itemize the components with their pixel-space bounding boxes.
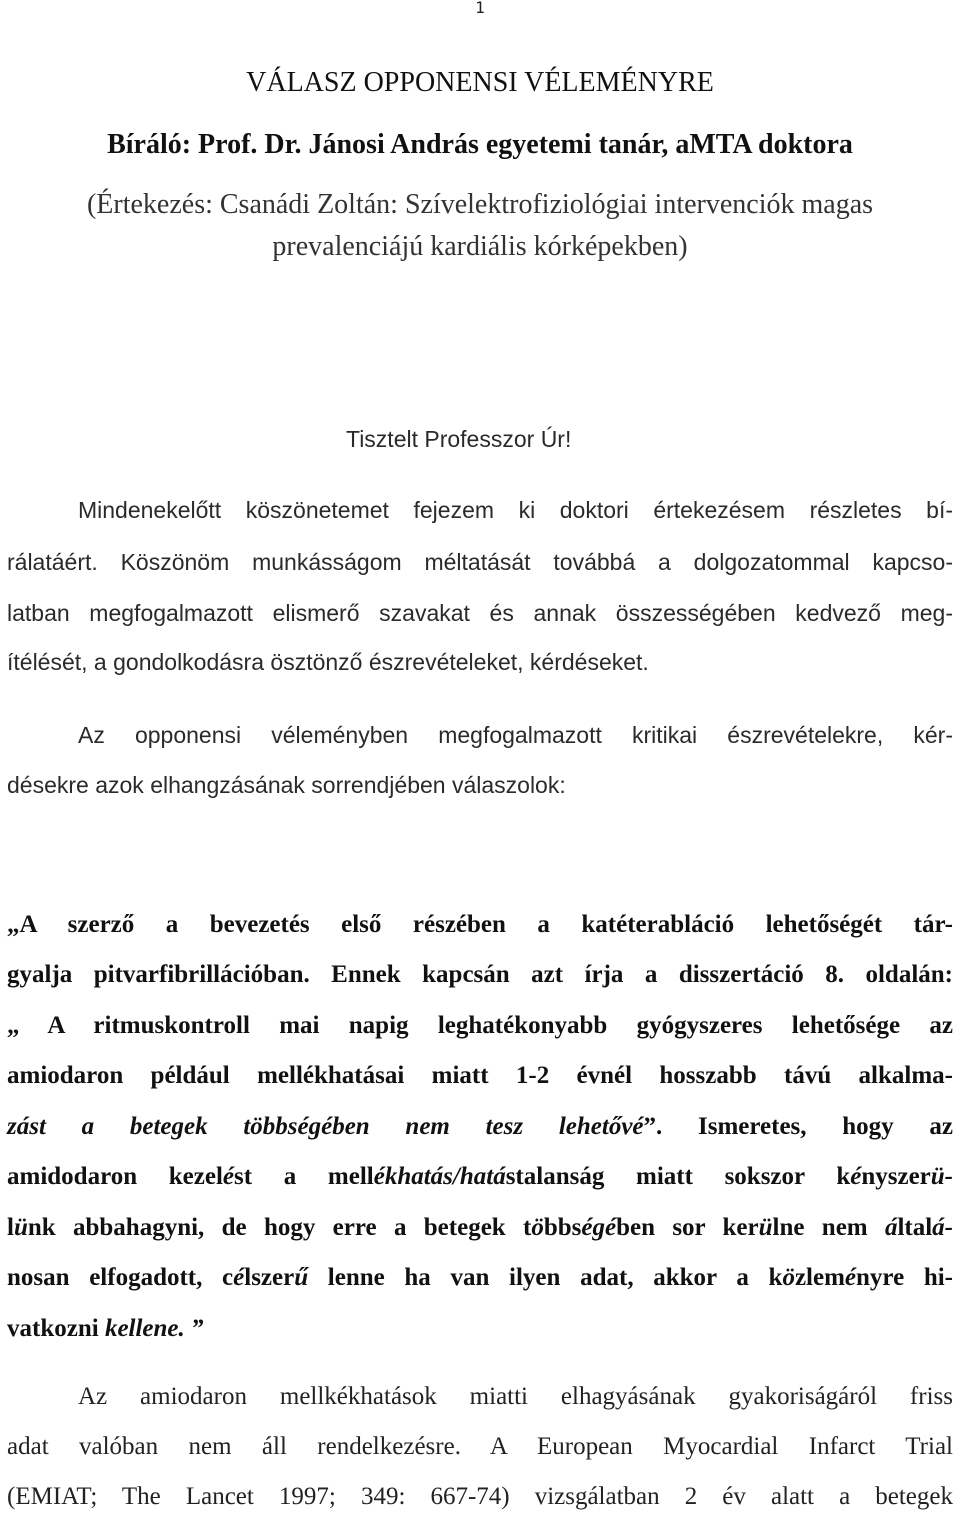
paragraph1-line: latban megfogalmazott elismerő szavakat és annak összességében kedvező meg- bbox=[7, 600, 953, 626]
question-text: égé bbox=[581, 1214, 617, 1241]
question-text: á- bbox=[932, 1214, 953, 1241]
question-line: „A szerző a bevezetés első részében a katéterabláció lehetőségét tár- bbox=[7, 911, 953, 938]
paragraph2-line: désekre azok elhangzásának sorrendjében válaszolok: bbox=[7, 772, 566, 798]
question-text: nyszer bbox=[861, 1163, 931, 1190]
question-text: lenne ha van ilyen adat, akkor a k bbox=[308, 1264, 783, 1291]
salutation: Tisztelt Professzor Úr! bbox=[346, 426, 572, 452]
question-text: ü bbox=[13, 1214, 28, 1241]
question-text: ékhatás/hatá bbox=[373, 1163, 506, 1190]
question-text: ”. Ismeretes, hogy az bbox=[643, 1113, 953, 1140]
question-quote-end: zást a betegek többségében nem tesz lehetővé bbox=[7, 1113, 644, 1140]
answer-line: (EMIAT; The Lancet 1997; 349: 667-74) vizsgálatban 2 év alatt a betegek bbox=[7, 1483, 953, 1510]
question-text: zlem bbox=[794, 1264, 845, 1291]
question-text: ö bbox=[531, 1214, 544, 1241]
question-text: é bbox=[844, 1264, 857, 1291]
question-text: ö bbox=[782, 1264, 795, 1291]
question-line bbox=[7, 1262, 953, 1294]
question-line: amiodaron például mellékhatásai miatt 1-2 évnél hosszabb távú alkalma- bbox=[7, 1062, 953, 1089]
question-line bbox=[7, 1212, 953, 1244]
question-text: lne nem bbox=[772, 1214, 885, 1241]
question-text: vatkozni bbox=[7, 1315, 105, 1342]
paragraph2-line: Az opponensi véleményben megfogalmazott kritikai észrevételekre, kér- bbox=[78, 722, 953, 748]
question-text: miatt sokszor k bbox=[604, 1163, 851, 1190]
document-title: VÁLASZ OPPONENSI VÉLEMÉNYRE bbox=[246, 67, 714, 98]
question-text: nk abbahagyni, de hogy erre a betegek t bbox=[27, 1214, 532, 1241]
thesis-line-2: prevalenciájú kardiális kórképekben) bbox=[272, 231, 688, 262]
question-text: nosan elfogadott, c bbox=[7, 1264, 234, 1291]
question-text: st a mell bbox=[234, 1163, 374, 1190]
question-quote-end: ” bbox=[184, 1315, 204, 1342]
question-text: ű bbox=[294, 1264, 309, 1291]
question-text: ben sor ker bbox=[616, 1214, 759, 1241]
reviewer-line: Bíráló: Prof. Dr. Jánosi András egyetemi tanár, aMTA doktora bbox=[107, 129, 853, 160]
paragraph1-line: Mindenekelőtt köszönetemet fejezem ki doktori értekezésem részletes bí- bbox=[78, 497, 953, 523]
question-text: á bbox=[884, 1214, 898, 1241]
answer-line: adat valóban nem áll rendelkezésre. A European Myocardial Infarct Trial bbox=[7, 1433, 953, 1460]
question-text: stalanság bbox=[505, 1163, 605, 1190]
question-text: kellene. bbox=[104, 1315, 185, 1342]
question-text: é bbox=[222, 1163, 235, 1190]
question-text: ü- bbox=[930, 1163, 953, 1190]
question-text: l bbox=[7, 1214, 14, 1241]
question-text: ltal bbox=[897, 1214, 933, 1241]
paragraph1-line: ítélését, a gondolkodásra ösztönző észrevételeket, kérdéseket. bbox=[7, 649, 649, 675]
question-text: ü bbox=[758, 1214, 773, 1241]
question-line bbox=[7, 1161, 953, 1193]
question-text: é bbox=[850, 1163, 862, 1190]
question-line bbox=[7, 1111, 953, 1143]
question-line: „ A ritmuskontroll mai napig leghatékonyabb gyógyszeres lehetősége az bbox=[7, 1012, 953, 1039]
question-text: é bbox=[233, 1264, 245, 1291]
question-text: nyre hi- bbox=[856, 1264, 953, 1291]
page-number: 1 bbox=[475, 0, 485, 17]
question-text: bbs bbox=[543, 1214, 582, 1241]
question-text: lszer bbox=[244, 1264, 295, 1291]
question-text: amidodaron kezel bbox=[7, 1163, 223, 1190]
question-line bbox=[7, 1313, 204, 1345]
question-line: gyalja pitvarfibrillációban. Ennek kapcsán azt írja a disszertáció 8. oldalán: bbox=[7, 961, 953, 988]
paragraph1-line: rálatáért. Köszönöm munkásságom méltatását továbbá a dolgozatommal kapcso- bbox=[7, 549, 953, 575]
thesis-line-1: (Értekezés: Csanádi Zoltán: Szívelektrofiziológiai intervenciók magas bbox=[86, 189, 874, 220]
answer-line: Az amiodaron mellkékhatások miatti elhagyásának gyakoriságáról friss bbox=[78, 1383, 953, 1410]
